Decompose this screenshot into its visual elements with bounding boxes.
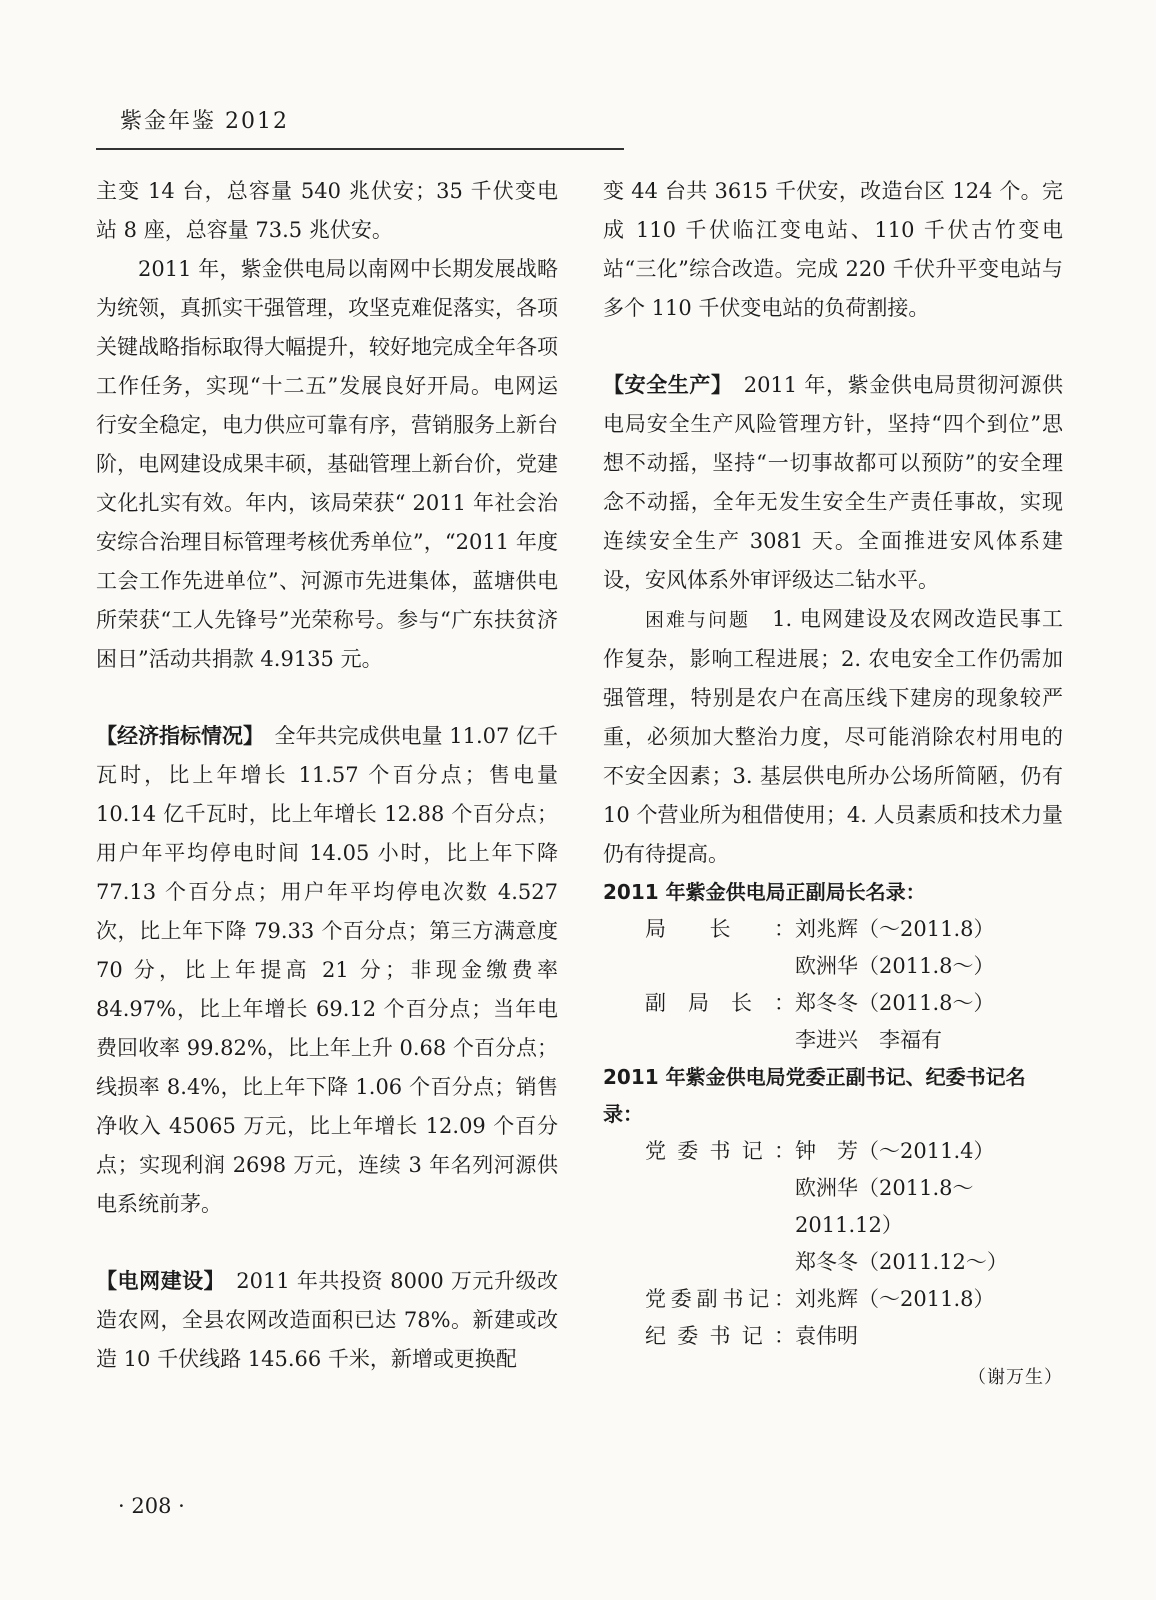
section-safety-production <box>603 366 1063 600</box>
roster-row <box>603 911 1063 948</box>
roster-names: 郑冬冬（2011.12～） <box>795 1250 1008 1274</box>
roster-title: 局长： <box>645 917 795 941</box>
safety-text: 2011 年，紫金供电局贯彻河源供电局安全生产风险管理方针，坚持“四个到位”思想不动摇，坚持“一切事故都可以预防”的安全理念不动摇，全年无发生安全生产责任事故，实现连续安全生产 3081 天。全面推进安风体系建设，安风体系外审评级达二钻水平。 <box>603 373 1064 592</box>
section-label-economic: 【经济指标情况】 <box>96 724 254 748</box>
roster-names: 欧洲华（2011.8～2011.12） <box>795 1176 974 1237</box>
section-label-grid: 【电网建设】 <box>96 1269 215 1293</box>
roster-row <box>603 1244 1063 1281</box>
roster-row <box>603 1318 1063 1355</box>
running-head: 紫金年鉴 2012 <box>120 109 289 134</box>
roster-row <box>603 1022 1063 1059</box>
party-roster <box>603 1133 1063 1355</box>
roster-title: 副局长： <box>645 991 795 1015</box>
leaders-heading: 2011 年紫金供电局正副局长名录： <box>603 880 926 904</box>
roster-title: 纪委书记： <box>645 1324 795 1348</box>
section-economic-indicators <box>96 717 558 1224</box>
header-rule <box>96 148 624 150</box>
roster-row <box>603 985 1063 1022</box>
roster-title: 党委副书记： <box>645 1287 795 1311</box>
roster-title <box>645 1022 795 1059</box>
problems-text: 1. 电网建设及农网改造民事工作复杂，影响工程进展；2. 农电安全工作仍需加强管理，特别是农户在高压线下建房的现象较严重，必须加大整治力度，尽可能消除农村用电的不安全因素；3. 基层供电所办公场所简陋，仍有 10 个营业所为租借使用；4. 人员素质和技术力量仍有待提高。 <box>603 607 1063 866</box>
roster-row <box>603 948 1063 985</box>
economic-text: 全年共完成供电量 11.07 亿千瓦时，比上年增长 11.57 个百分点；售电量 10.14 亿千瓦时，比上年增长 12.88 个百分点；用户年平均停电时间 14.05 小时，比上年下降 77.13 个百分点；用户年平均停电次数 4.527 次，比上年下降 79.33 个百分点；第三方满意度 70 分，比上年提高 21 分；非现金缴费率 84.97%，比上年增长 69.12 个百分点；当年电费回收率 99.82%，比上年上升 0.68 个百分点；线损率 8.4%，比上年下降 1.06 个百分点；销售净收入 45065 万元，比上年增长 12.09 个百分点；实现利润 2698 万元，连续 3 年名列河源供电系统前茅。 <box>96 724 559 1216</box>
roster-title <box>645 1244 795 1281</box>
roster-title <box>645 1170 795 1244</box>
section-label-safety: 【安全生产】 <box>603 373 723 397</box>
roster-names: 郑冬冬（2011.8～） <box>795 991 995 1015</box>
paragraph-grid-continued: 变 44 台共 3615 千伏安，改造台区 124 个。完成 110 千伏临江变电站、110 千伏古竹变电站“三化”综合改造。完成 220 千伏升平变电站与多个 110 千伏变电站的负荷割接。 <box>603 179 1063 320</box>
grid-text: 2011 年共投资 8000 万元升级改造农网，全县农网改造面积已达 78%。新建或改造 10 千伏线路 145.66 千米，新增或更换配 <box>96 1269 559 1371</box>
paragraph-overview: 2011 年，紫金供电局以南网中长期发展战略为统领，真抓实干强管理，攻坚克难促落实，各项关键战略指标取得大幅提升，较好地完成全年各项工作任务，实现“十二五”发展良好开局。电网运行安全稳定，电力供应可靠有序，营销服务上新台阶，电网建设成果丰硕，基础管理上新台价，党建文化扎实有效。年内，该局荣获“ 2011 年社会治安综合治理目标管理考核优秀单位”，“2011 年度工会工作先进单位”、河源市先进集体，蓝塘供电所荣获“工人先锋号”光荣称号。参与“广东扶贫济困日”活动共捐款 4.9135 元。 <box>96 257 558 671</box>
section-problems <box>603 600 1063 874</box>
party-heading: 2011 年紫金供电局党委正副书记、纪委书记名录： <box>603 1065 1026 1126</box>
roster-title: 党委书记： <box>645 1139 795 1163</box>
paragraph-transformers: 主变 14 台，总容量 540 兆伏安；35 千伏变电站 8 座，总容量 73.5 兆伏安。 <box>96 179 558 242</box>
roster-title <box>645 948 795 985</box>
roster-names: 刘兆辉（～2011.8） <box>795 1287 995 1311</box>
problems-label: 困难与问题 <box>645 609 751 631</box>
roster-names: 李进兴 李福有 <box>795 1028 942 1052</box>
right-column <box>603 172 1063 1389</box>
roster-row <box>603 1170 1063 1244</box>
leaders-roster <box>603 911 1063 1059</box>
roster-names: 袁伟明 <box>795 1324 858 1348</box>
roster-names: 钟 芳（～2011.4） <box>795 1139 995 1163</box>
roster-row <box>603 1281 1063 1318</box>
roster-names: 刘兆辉（～2011.8） <box>795 917 995 941</box>
author-credit: （谢万生） <box>968 1367 1063 1388</box>
left-column <box>96 172 558 1379</box>
roster-names: 欧洲华（2011.8～） <box>795 954 995 978</box>
roster-row <box>603 1133 1063 1170</box>
section-grid-construction <box>96 1262 558 1379</box>
page-number: · 208 · <box>118 1494 185 1518</box>
